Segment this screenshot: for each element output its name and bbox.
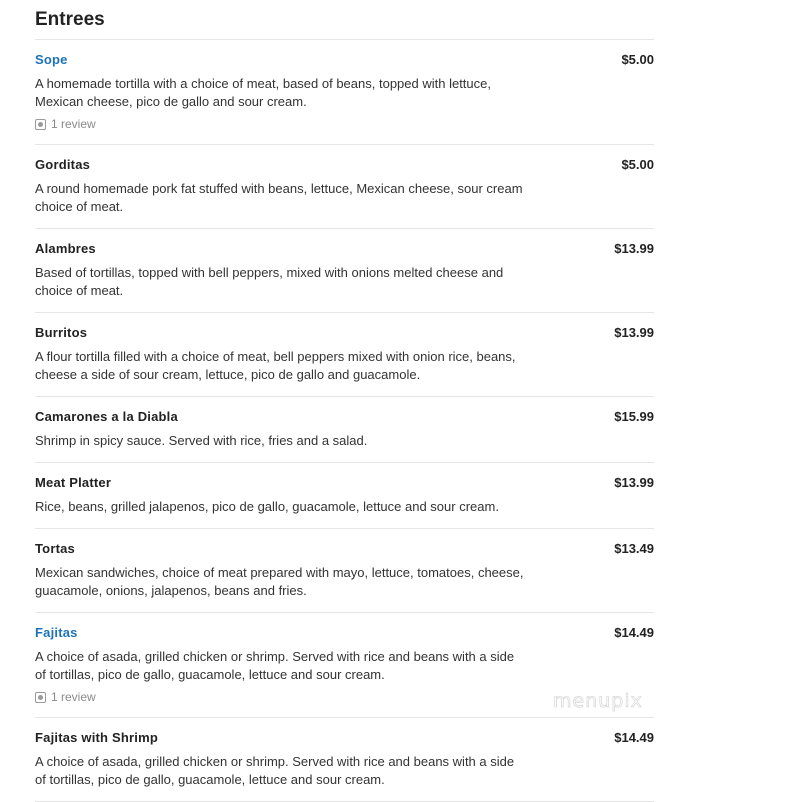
item-name: Meat Platter <box>35 475 112 490</box>
item-description: A homemade tortilla with a choice of meat, based of beans, topped with lettuce, Mexican cheese, pico de gallo and sour cream. <box>35 76 491 109</box>
item-description: Shrimp in spicy sauce. Served with rice, fries and a salad. <box>35 433 368 448</box>
menu-item-tortas <box>35 529 654 613</box>
item-description: A choice of asada, grilled chicken or shrimp. Served with rice and beans with a side of tortillas, pico de gallo, guacamole, lettuce and sour cream. <box>35 754 515 787</box>
item-description: Based of tortillas, topped with bell peppers, mixed with onions melted cheese and choice of meat. <box>35 265 504 298</box>
item-price: $14.49 <box>614 730 654 745</box>
menu-item-camarones <box>35 397 654 463</box>
menu-item-burritos <box>35 313 654 397</box>
item-name: Fajitas with Shrimp <box>35 730 158 745</box>
item-name: Gorditas <box>35 157 91 172</box>
section-title: Entrees <box>35 0 654 40</box>
item-name: Camarones a la Diabla <box>35 409 178 424</box>
menu-item-gorditas <box>35 145 654 229</box>
menu-item-meat-platter <box>35 463 654 529</box>
item-description: Mexican sandwiches, choice of meat prepared with mayo, lettuce, tomatoes, cheese, guacamole, onions, jalapenos, beans and fries. <box>35 565 524 598</box>
item-price: $13.99 <box>614 325 654 340</box>
review-icon <box>35 692 46 703</box>
item-name-link[interactable]: Sope <box>35 52 68 67</box>
item-price: $13.49 <box>614 541 654 556</box>
item-description: Rice, beans, grilled jalapenos, pico de gallo, guacamole, lettuce and sour cream. <box>35 499 499 514</box>
item-name: Burritos <box>35 325 88 340</box>
item-name: Alambres <box>35 241 96 256</box>
item-description: A flour tortilla filled with a choice of meat, bell peppers mixed with onion rice, beans, cheese a side of sour cream, lettuce, pico de gallo and guacamole. <box>35 349 516 382</box>
item-name-link[interactable]: Fajitas <box>35 625 78 640</box>
review-link[interactable] <box>35 116 654 132</box>
menu-section <box>35 0 654 802</box>
menu-item-alambres <box>35 229 654 313</box>
item-price: $14.49 <box>614 625 654 640</box>
item-description: A choice of asada, grilled chicken or shrimp. Served with rice and beans with a side of tortillas, pico de gallo, guacamole, lettuce and sour cream. <box>35 649 515 682</box>
item-price: $13.99 <box>614 241 654 256</box>
watermark-logo: menupix <box>553 690 643 712</box>
review-count: 1 review <box>51 117 96 131</box>
item-description: A round homemade pork fat stuffed with beans, lettuce, Mexican cheese, sour cream choice of meat. <box>35 181 523 214</box>
menu-item-sope <box>35 40 654 145</box>
item-price: $5.00 <box>621 157 654 172</box>
item-price: $15.99 <box>614 409 654 424</box>
menu-item-fajitas-shrimp <box>35 718 654 802</box>
review-count: 1 review <box>51 690 96 704</box>
item-price: $13.99 <box>614 475 654 490</box>
review-icon <box>35 119 46 130</box>
item-price: $5.00 <box>621 52 654 67</box>
item-name: Tortas <box>35 541 75 556</box>
